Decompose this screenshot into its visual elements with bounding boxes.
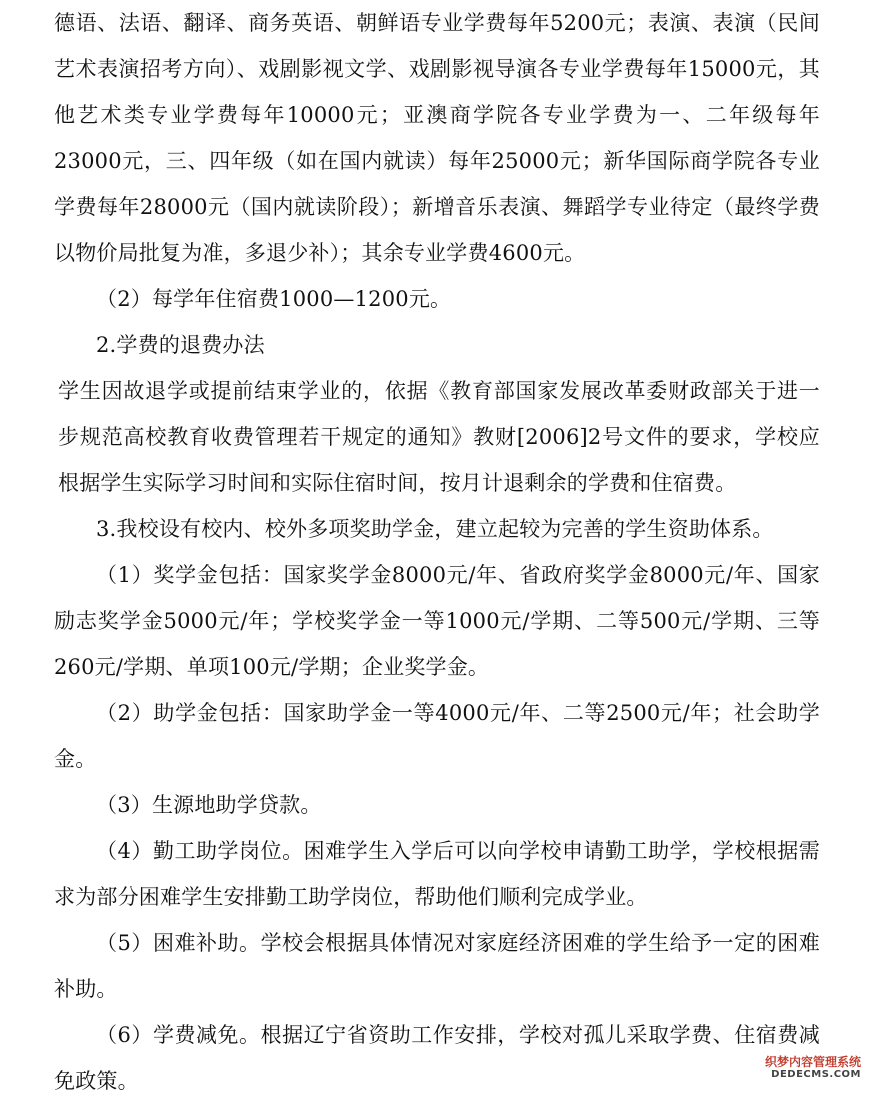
fee-waiver-paragraph: （6）学费减免。根据辽宁省资助工作安排，学校对孤儿采取学费、住宿费减免政策。	[54, 1023, 820, 1093]
student-loans-paragraph: （3）生源地助学贷款。	[96, 793, 322, 817]
work-study-paragraph: （4）勤工助学岗位。困难学生入学后可以向学校申请勤工助学，学校根据需求为部分困难学生安排勤工助学岗位，帮助他们顺利完成学业。	[54, 839, 820, 909]
tuition-fees-paragraph: 德语、法语、翻译、商务英语、朝鲜语专业学费每年5200元；表演、表演（民间艺术表演招考方向）、戏剧影视文学、戏剧影视导演各专业学费每年15000元，其他艺术类专业学费每年10000元；亚澳商学院各专业学费为一、二年级每年23000元，三、四年级（如在国内就读）每年25000元；新华国际商学院各专业学费每年28000元（国内就读阶段）；新增音乐表演、舞蹈学专业待定（最终学费以物价局批复为准，多退少补）；其余专业学费4600元。	[54, 11, 820, 265]
watermark-line2: DEDECMS.COM	[771, 1069, 861, 1080]
financial-aid-heading: 3.我校设有校内、校外多项奖助学金，建立起较为完善的学生资助体系。	[96, 517, 774, 541]
accommodation-fee-paragraph: （2）每学年住宿费1000—1200元。	[96, 287, 452, 311]
watermark	[749, 1055, 861, 1085]
watermark-line1: 织梦内容管理系统	[764, 1055, 861, 1069]
hardship-subsidy-paragraph: （5）困难补助。学校会根据具体情况对家庭经济困难的学生给予一定的困难补助。	[54, 931, 820, 1001]
scholarships-paragraph: （1）奖学金包括：国家奖学金8000元/年、省政府奖学金8000元/年、国家励志奖学金5000元/年；学校奖学金一等1000元/学期、二等500元/学期、三等260元/学期、单项100元/学期；企业奖学金。	[54, 563, 820, 679]
grants-paragraph: （2）助学金包括：国家助学金一等4000元/年、二等2500元/年；社会助学金。	[54, 701, 820, 771]
refund-method-heading: 2.学费的退费办法	[96, 333, 265, 357]
refund-policy-paragraph: 学生因故退学或提前结束学业的，依据《教育部国家发展改革委财政部关于进一步规范高校教育收费管理若干规定的通知》教财[2006]2号文件的要求，学校应根据学生实际学习时间和实际住宿时间，按月计退剩余的学费和住宿费。	[58, 379, 820, 495]
